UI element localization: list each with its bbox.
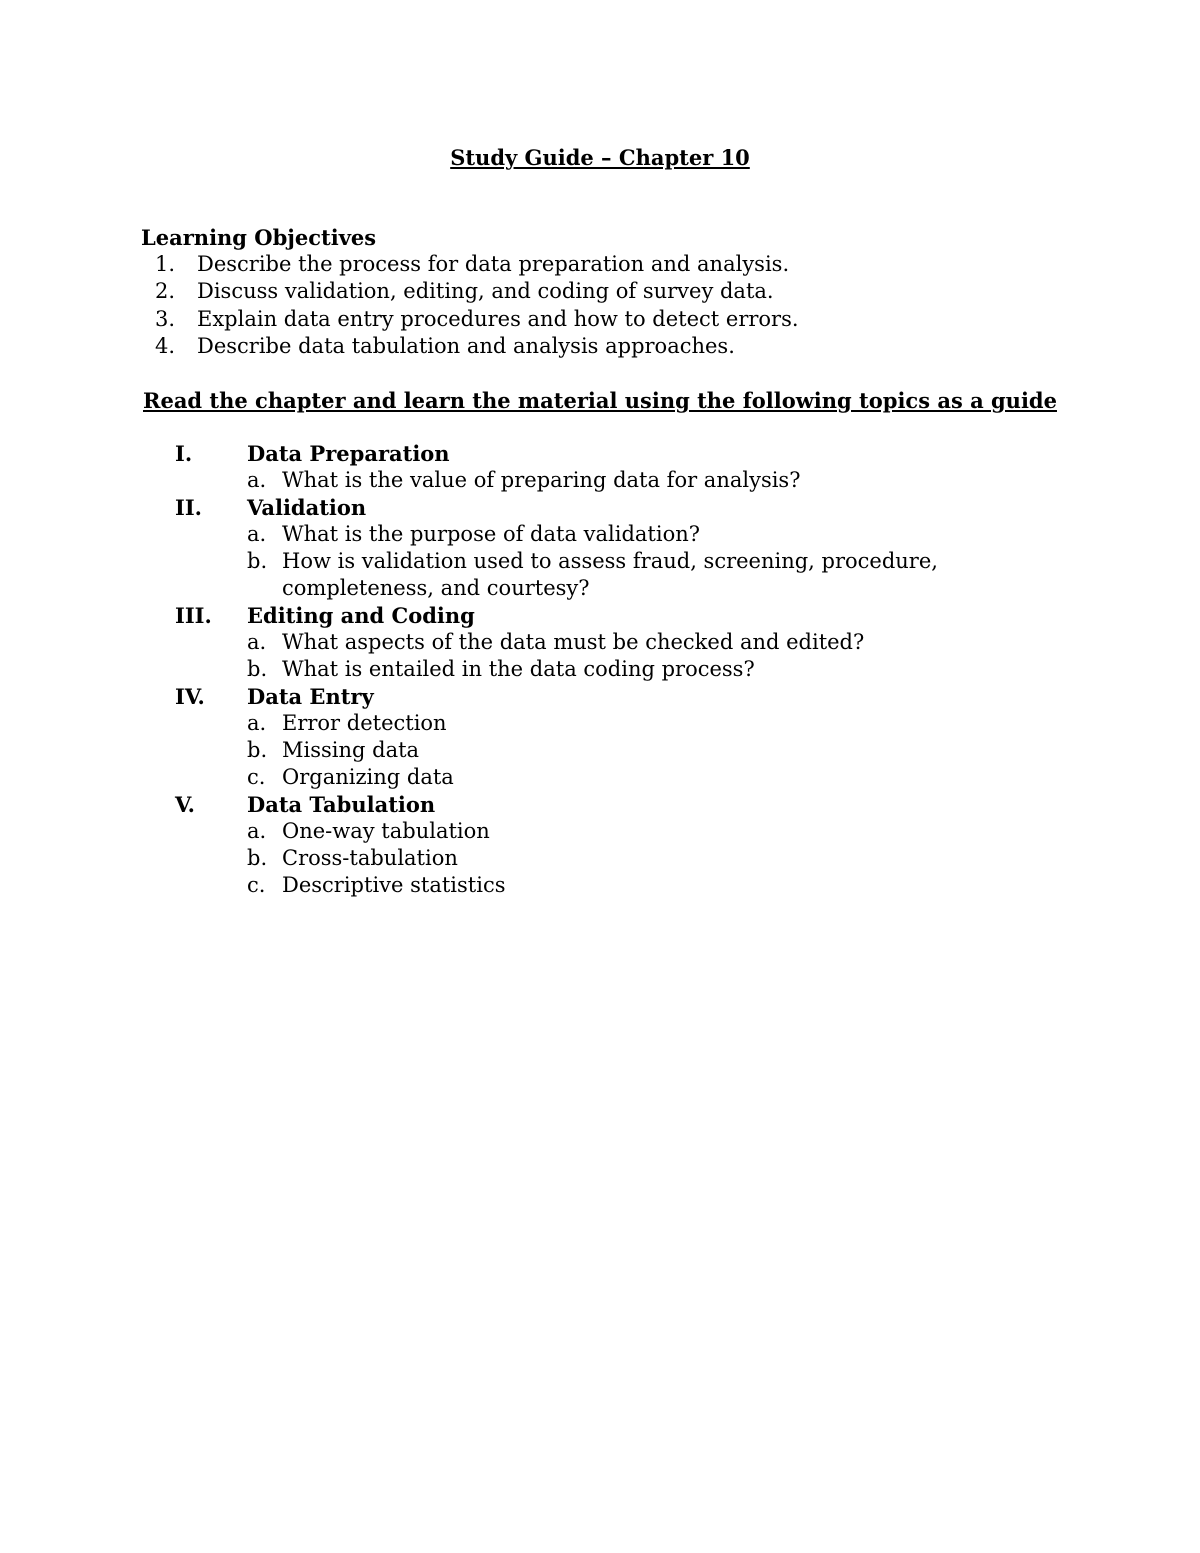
subtopic-letter: a. xyxy=(247,630,267,654)
subtopic-item xyxy=(0,629,1200,656)
subtopic-text: What is the purpose of data validation? xyxy=(282,522,701,546)
subtopic-letter: a. xyxy=(247,522,267,546)
topic-heading: Data Tabulation xyxy=(247,792,436,817)
subtopic-letter: a. xyxy=(247,819,267,843)
topic-heading: Data Preparation xyxy=(247,441,450,466)
objective-text: Describe the process for data preparation and analysis. xyxy=(197,252,790,276)
objective-number: 2. xyxy=(155,279,176,304)
objective-item xyxy=(0,278,1200,305)
subtopic-text: One-way tabulation xyxy=(282,819,490,843)
subtopic-letter: b. xyxy=(247,738,268,762)
topic-heading-row xyxy=(0,602,1200,629)
subtopic-letter: b. xyxy=(247,846,268,870)
objective-number: 3. xyxy=(155,306,176,331)
objective-text: Describe data tabulation and analysis approaches. xyxy=(197,333,735,358)
subtopic-item xyxy=(0,845,1200,872)
subtopic-text: How is validation used to assess fraud, screening, procedure, completeness, and courtesy? xyxy=(282,549,938,600)
objective-text: Explain data entry procedures and how to detect errors. xyxy=(197,306,799,331)
subtopic-item xyxy=(0,764,1200,791)
subtopic-item xyxy=(0,467,1200,494)
topic-heading-row xyxy=(0,791,1200,818)
subtopic-letter: c. xyxy=(247,765,266,789)
learning-objectives-list xyxy=(0,251,1200,360)
subtopic-text: What is entailed in the data coding process? xyxy=(282,657,755,681)
topic-heading-row xyxy=(0,440,1200,467)
topic-heading: Editing and Coding xyxy=(247,603,475,628)
objective-text: Discuss validation, editing, and coding of survey data. xyxy=(197,279,774,304)
subtopic-item xyxy=(0,710,1200,737)
topic-heading: Validation xyxy=(247,495,367,520)
objective-item xyxy=(0,251,1200,278)
subtopic-text: Missing data xyxy=(282,738,420,762)
subtopic-letter: a. xyxy=(247,468,267,492)
subtopic-letter: a. xyxy=(247,711,267,735)
subtopic-item xyxy=(0,737,1200,764)
subtopic-letter: b. xyxy=(247,657,268,681)
subtopic-item xyxy=(0,818,1200,845)
topic-numeral: I. xyxy=(175,441,193,466)
subtopic-item xyxy=(0,548,1200,602)
subtopic-text: Organizing data xyxy=(282,765,454,789)
subtopic-item xyxy=(0,521,1200,548)
topic-heading: Data Entry xyxy=(247,684,374,709)
topic-numeral: V. xyxy=(175,792,195,817)
objective-number: 4. xyxy=(155,333,176,358)
topic-heading-row xyxy=(0,683,1200,710)
subtopic-text: What is the value of preparing data for analysis? xyxy=(282,468,801,492)
subtopic-item xyxy=(0,656,1200,683)
learning-objectives-heading: Learning Objectives xyxy=(141,225,377,250)
topic-numeral: II. xyxy=(175,495,202,520)
objective-number: 1. xyxy=(155,252,176,276)
topics-outline xyxy=(0,440,1200,899)
subtopic-letter: c. xyxy=(247,873,266,897)
page-title: Study Guide – Chapter 10 xyxy=(450,145,750,170)
objective-item xyxy=(0,306,1200,333)
instruction-heading: Read the chapter and learn the material using the following topics as a guide xyxy=(143,388,1057,413)
subtopic-letter: b. xyxy=(247,549,268,573)
topic-heading-row xyxy=(0,494,1200,521)
topic-numeral: IV. xyxy=(175,684,205,709)
topic-numeral: III. xyxy=(175,603,212,628)
subtopic-text: Cross-tabulation xyxy=(282,846,458,870)
subtopic-text: Error detection xyxy=(282,711,447,735)
objective-item xyxy=(0,333,1200,360)
subtopic-item xyxy=(0,872,1200,899)
subtopic-text: What aspects of the data must be checked and edited? xyxy=(282,630,865,654)
subtopic-text: Descriptive statistics xyxy=(282,873,506,897)
